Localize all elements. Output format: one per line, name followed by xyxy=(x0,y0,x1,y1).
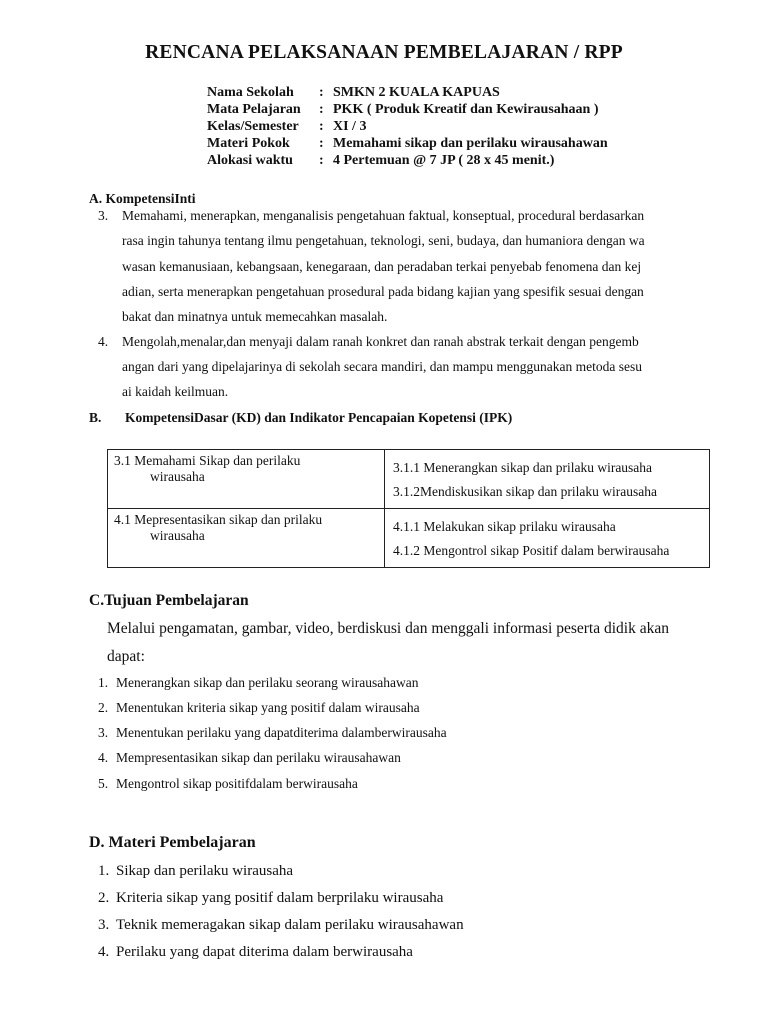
table-row xyxy=(108,509,710,568)
ki-number: 3. xyxy=(98,208,109,223)
ipk-text: 3.1.1 Menerangkan sikap dan prilaku wirausaha xyxy=(393,460,653,475)
identity-value: SMKN 2 KUALA KAPUAS xyxy=(333,85,500,100)
ki-line: wasan kemanusiaan, kebangsaan, kenegaraan, dan peradaban terkai penyebab fenomena dan kej xyxy=(122,259,642,274)
ki-number: 4. xyxy=(98,334,109,349)
identity-separator: : xyxy=(319,136,324,151)
section-c-intro: Melalui pengamatan, gambar, video, berdiskusi dan menggali informasi peserta didik akan xyxy=(107,620,669,637)
identity-separator: : xyxy=(319,153,324,168)
identity-block xyxy=(207,84,608,169)
identity-label: Kelas/Semester xyxy=(207,119,299,134)
ki-line: Mengolah,menalar,dan menyaji dalam ranah konkret dan ranah abstrak terkait dengan pengemb xyxy=(122,334,639,349)
list-item: 3. Menentukan perilaku yang dapatditerima dalamberwirausaha xyxy=(98,725,447,740)
identity-label: Materi Pokok xyxy=(207,136,290,151)
list-item: 4. Perilaku yang dapat diterima dalam berwirausaha xyxy=(98,944,413,960)
table-row xyxy=(108,450,710,509)
section-c-intro: dapat: xyxy=(107,648,145,665)
identity-value: PKK ( Produk Kreatif dan Kewirausahaan ) xyxy=(333,102,599,117)
list-item: 4. Mempresentasikan sikap dan perilaku wirausahawan xyxy=(98,750,401,765)
ki-line: rasa ingin tahunya tentang ilmu pengetahuan, teknologi, seni, budaya, dan humaniora dengan wa xyxy=(122,233,645,248)
identity-label: Nama Sekolah xyxy=(207,85,294,100)
ki-line: angan dari yang dipelajarinya di sekolah secara mandiri, dan mampu menggunakan metoda sesu xyxy=(122,359,642,374)
section-d-heading: D. Materi Pembelajaran xyxy=(89,834,256,851)
ki-line: Memahami, menerapkan, menganalisis pengetahuan faktual, konseptual, procedural berdasarkan xyxy=(122,208,645,223)
identity-row-time xyxy=(207,152,608,169)
ki-line: ai kaidah keilmuan. xyxy=(122,384,229,399)
kd-text: 4.1 Mepresentasikan sikap dan prilaku xyxy=(114,512,323,527)
list-item: 5. Mengontrol sikap positifdalam berwirausaha xyxy=(98,776,358,791)
identity-separator: : xyxy=(319,85,324,100)
identity-label: Alokasi waktu xyxy=(207,153,293,168)
ipk-cell xyxy=(385,450,710,509)
ki-line: adian, serta menerapkan pengetahuan prosedural pada bidang kajian yang spesifik sesuai dengan xyxy=(122,284,644,299)
identity-row-topic xyxy=(207,135,608,152)
kd-ipk-table xyxy=(107,449,710,568)
identity-separator: : xyxy=(319,102,324,117)
identity-row-subject xyxy=(207,101,608,118)
ki-line: bakat dan minatnya untuk memecahkan masalah. xyxy=(122,309,388,324)
identity-row-class xyxy=(207,118,608,135)
kd-cell xyxy=(108,450,385,509)
list-item: 1. Menerangkan sikap dan perilaku seorang wirausahawan xyxy=(98,675,419,690)
kd-text: 3.1 Memahami Sikap dan perilaku xyxy=(114,453,301,468)
document-title: RENCANA PELAKSANAAN PEMBELAJARAN / RPP xyxy=(145,42,623,63)
ipk-text: 4.1.1 Melakukan sikap prilaku wirausaha xyxy=(393,519,616,534)
identity-value: Memahami sikap dan perilaku wirausahawan xyxy=(333,136,608,151)
section-b-heading: KompetensiDasar (KD) dan Indikator Pencapaian Kopetensi (IPK) xyxy=(125,410,513,425)
list-item: 1. Sikap dan perilaku wirausaha xyxy=(98,863,294,879)
section-c-title: Tujuan Pembelajaran xyxy=(104,592,249,609)
identity-row-school xyxy=(207,84,608,101)
identity-label: Mata Pelajaran xyxy=(207,102,301,117)
kd-text: wirausaha xyxy=(150,469,205,484)
ipk-text: 4.1.2 Mengontrol sikap Positif dalam berwirausaha xyxy=(393,543,670,558)
section-a-heading: A. KompetensiInti xyxy=(89,191,196,206)
ipk-cell xyxy=(385,509,710,568)
identity-value: 4 Pertemuan @ 7 JP ( 28 x 45 menit.) xyxy=(333,153,555,168)
kd-text: wirausaha xyxy=(150,528,205,543)
list-item: 2. Menentukan kriteria sikap yang positif dalam wirausaha xyxy=(98,700,420,715)
identity-value: XI / 3 xyxy=(333,119,367,134)
kd-cell xyxy=(108,509,385,568)
section-c-heading xyxy=(89,592,249,610)
identity-separator: : xyxy=(319,119,324,134)
list-item: 3. Teknik memeragakan sikap dalam perilaku wirausahawan xyxy=(98,917,464,933)
list-item: 2. Kriteria sikap yang positif dalam berprilaku wirausaha xyxy=(98,890,444,906)
ipk-text: 3.1.2Mendiskusikan sikap dan prilaku wirausaha xyxy=(393,484,657,499)
section-c-label: C. xyxy=(89,592,105,609)
section-b-label: B. xyxy=(89,410,102,425)
